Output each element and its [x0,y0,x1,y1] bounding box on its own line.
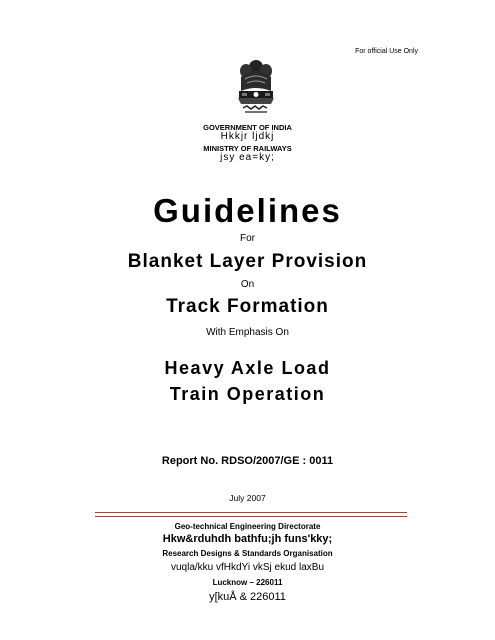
national-emblem-icon [233,57,279,117]
subtitle-train-operation: Train Operation [169,384,326,404]
ministry-label-hindi: jsy ea=ky; [220,152,275,163]
subtitle-heavy-axle-load: Heavy Axle Load [164,358,331,378]
for-label: For [240,233,255,244]
subtitle-blanket-layer: Blanket Layer Provision [127,251,368,272]
directorate-label: Geo-technical Engineering Directorate [174,522,321,531]
city-label: Lucknow – 226011 [212,578,283,587]
government-label: GOVERNMENT OF INDIA [203,123,292,132]
ministry-label: MINISTRY OF RAILWAYS [203,144,292,153]
organisation-label-hindi: vuqla/kku vfHkdYi vkSj ekud laxBu [170,562,325,573]
emphasis-label: With Emphasis On [206,327,289,338]
directorate-label-hindi: Hkw&rduhdh bathfu;jh funs'kky; [162,533,333,545]
official-use-note: For official Use Only [355,48,418,55]
government-label-hindi: Hkkjr ljdkj [220,131,275,142]
document-title: Guidelines [153,192,342,229]
on-label: On [240,279,255,290]
footer-divider-bottom [95,516,407,517]
report-date: July 2007 [229,493,266,503]
report-number: Report No. RDSO/2007/GE : 0011 [161,455,334,467]
footer-divider-top [95,512,407,513]
organisation-label: Research Designs & Standards Organisation [162,549,333,558]
subtitle-track-formation: Track Formation [166,296,329,317]
city-label-hindi: y[kuÅ & 226011 [209,591,286,603]
